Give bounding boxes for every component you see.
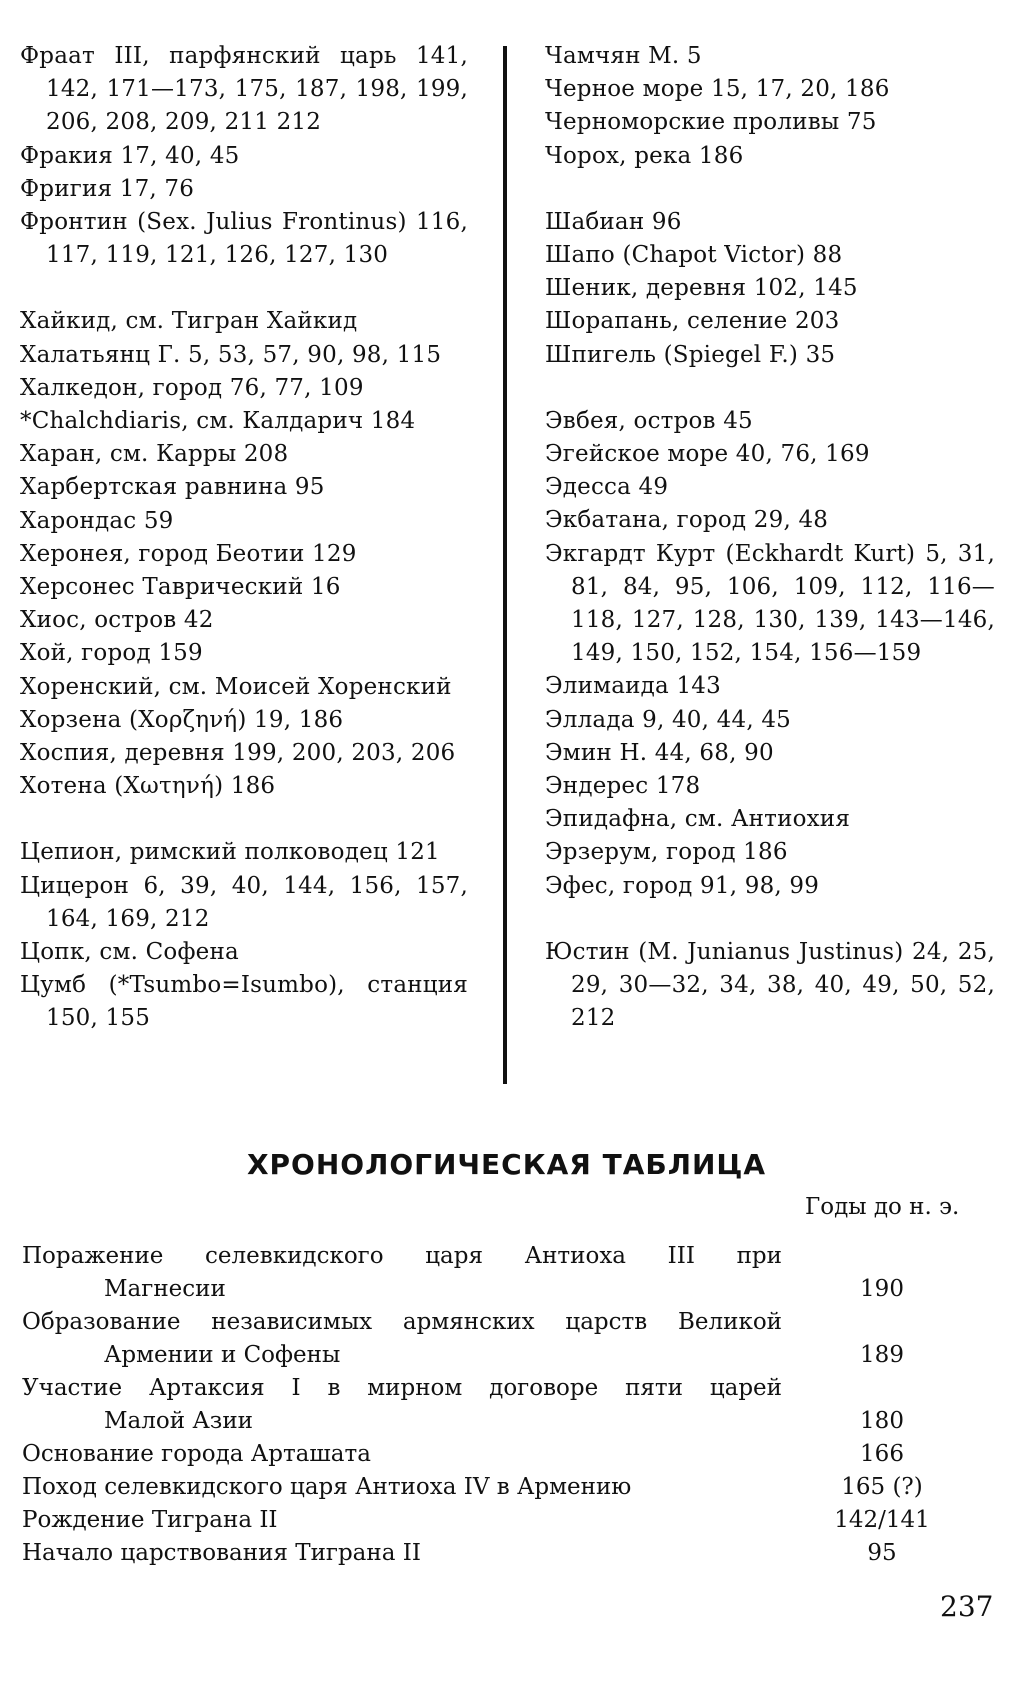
chronology-row [22,1372,982,1438]
index-entry: Хотена (Χωτηνή) 186 [20,773,276,800]
index-entry: Шеник, деревня 102, 145 [545,275,858,302]
index-entry: Эфес, город 91, 98, 99 [545,872,820,899]
index-entry: Эндерес 178 [545,773,701,800]
index-entry: Харбертская равнина 95 [20,474,325,501]
index-gap [545,372,995,405]
index-entry: Эдесса 49 [545,474,669,501]
chronology-row [22,1504,982,1537]
index-entry: Цицерон 6, 39, 40, 144, 156, 157, 164, 169, 212 [20,872,468,932]
index-entry: Эпидафна, см. Антиохия [545,806,851,833]
index-entry: Фронтин (Sex. Julius Frontinus) 116, 117, 119, 121, 126, 127, 130 [20,209,468,269]
index-column-left [20,40,468,1036]
event-year: 190 [860,1276,904,1302]
chronology-row [22,1471,982,1504]
index-entry: Хой, город 159 [20,640,203,667]
index-gap [20,803,468,836]
page-number: 237 [940,1590,994,1623]
index-column-right [545,40,995,1035]
index-gap [545,903,995,936]
event-text-continued: Армении и Софены [104,1342,341,1368]
index-entry: Черное море 15, 17, 20, 186 [545,76,890,103]
chronology-event [22,1306,782,1372]
index-entry: Цепион, римский полководец 121 [20,839,440,866]
index-entry: Херонея, город Беотии 129 [20,540,357,567]
index-entry: Хоренский, см. Моисей Хоренский [20,673,452,700]
index-gap [545,173,995,206]
event-text: Поход селевкидского царя Антиоха IV в Армению [22,1474,632,1500]
event-text: Образование независимых армянских царств Великой [22,1309,782,1335]
column-divider [503,46,507,1084]
index-entry: Цопк, см. Софена [20,939,239,966]
event-text: Основание города Арташата [22,1441,371,1467]
index-entry: Шабиан 96 [545,208,682,235]
index-entry: Цумб (*Tsumbo=Isumbo), станция 150, 155 [20,972,468,1032]
index-entry: Шпигель (Spiegel F.) 35 [545,341,836,368]
index-gap [20,272,468,305]
index-entry: Эллада 9, 40, 44, 45 [545,706,792,733]
chronology-row [22,1240,982,1306]
event-text: Поражение селевкидского царя Антиоха III при [22,1243,782,1269]
index-entry: Фракия 17, 40, 45 [20,142,240,169]
index-entry: Эгейское море 40, 76, 169 [545,441,870,468]
event-text-continued: Малой Азии [104,1408,253,1434]
chronology-row [22,1537,982,1570]
event-year: 142/141 [834,1507,930,1533]
index-entry: Шорапань, селение 203 [545,308,840,335]
event-year: 180 [860,1408,904,1434]
index-entry: Эмин Н. 44, 68, 90 [545,739,774,766]
event-year: 189 [860,1342,904,1368]
index-entry: Харондас 59 [20,507,174,534]
index-entry: Элимаида 143 [545,673,721,700]
index-entry: Чорох, река 186 [545,142,744,169]
index-entry: Экгардт Курт (Eckhardt Kurt) 5, 31, 81, 84, 95, 106, 109, 112, 116—118, 127, 128, 130, 139, 143—146, 149, 150, 152, 154, 156—159 [545,540,995,667]
chronology-event [22,1471,782,1504]
event-year: 95 [867,1540,897,1566]
index-entry: Юстин (M. Junianus Justinus) 24, 25, 29, 30—32, 34, 38, 40, 49, 50, 52, 212 [545,938,995,1032]
event-year: 166 [860,1441,904,1467]
index-entry: Фраат III, парфянский царь 141, 142, 171—173, 175, 187, 198, 199, 206, 208, 209, 211 212 [20,43,468,136]
index-entry: Эвбея, остров 45 [545,407,753,434]
index-entry: Экбатана, город 29, 48 [545,507,829,534]
event-year: 165 (?) [841,1474,923,1500]
index-entry: Фригия 17, 76 [20,175,195,202]
chronology-row [22,1306,982,1372]
index-entry: Эрзерум, город 186 [545,839,788,866]
index-entry: Халкедон, город 76, 77, 109 [20,374,364,401]
chronology-table [22,1240,982,1570]
index-entry: Харан, см. Карры 208 [20,441,289,468]
chronology-event [22,1504,782,1537]
years-header: Годы до н. э. [805,1194,960,1220]
chronology-event [22,1372,782,1438]
index-entry: Чамчян М. 5 [545,43,702,69]
event-text: Рождение Тиграна II [22,1507,278,1533]
chronology-row [22,1438,982,1471]
chronology-event [22,1438,782,1471]
event-text: Участие Артаксия I в мирном договоре пяти царей [22,1375,782,1401]
index-entry: Черноморские проливы 75 [545,109,877,136]
event-text-continued: Магнесии [104,1276,226,1302]
index-entry: Хорзена (Χορζηνή) 19, 186 [20,706,344,733]
index-entry: Хоспия, деревня 199, 200, 203, 206 [20,740,456,767]
chronology-event [22,1537,782,1570]
chronology-event [22,1240,782,1306]
index-entry: Шапо (Chapot Victor) 88 [545,242,843,269]
index-entry: Херсонес Таврический 16 [20,574,341,601]
index-entry: Хайкид, см. Тигран Хайкид [20,308,358,335]
index-entry: Хиос, остров 42 [20,607,214,634]
chronology-title: ХРОНОЛОГИЧЕСКАЯ ТАБЛИЦА [246,1148,767,1181]
index-entry: *Chalchdiaris, см. Калдарич 184 [20,408,416,435]
index-entry: Халатьянц Г. 5, 53, 57, 90, 98, 115 [20,341,442,368]
event-text: Начало царствования Тиграна II [22,1540,421,1566]
